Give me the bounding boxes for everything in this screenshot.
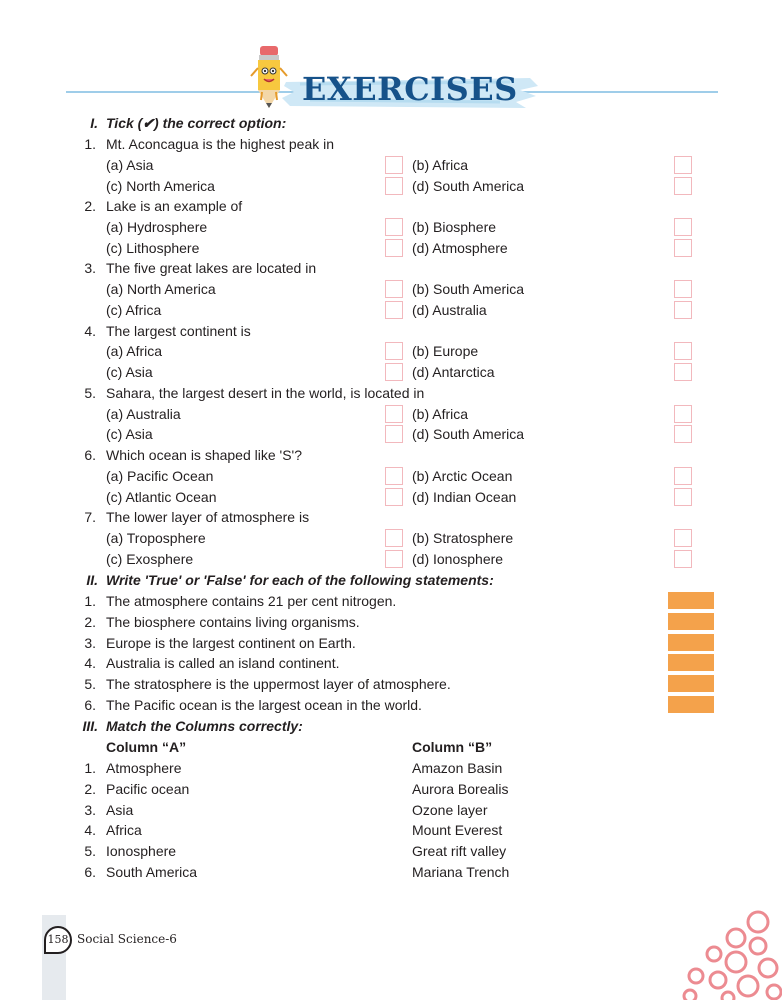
- answer-checkbox[interactable]: [385, 156, 403, 174]
- option-label: (a) North America: [106, 281, 216, 298]
- match-number: 5.: [84, 843, 96, 860]
- statement-text: Europe is the largest continent on Earth.: [106, 634, 356, 651]
- section-1-number: I.: [90, 115, 98, 131]
- question-row: [0, 196, 782, 216]
- match-number: 2.: [84, 780, 96, 797]
- answer-checkbox[interactable]: [674, 301, 692, 319]
- answer-checkbox[interactable]: [385, 425, 403, 443]
- true-false-answer-box[interactable]: [668, 613, 714, 630]
- option-label: (d) South America: [412, 177, 525, 194]
- answer-checkbox[interactable]: [385, 488, 403, 506]
- match-number: 6.: [84, 864, 96, 880]
- answer-checkbox[interactable]: [385, 529, 403, 547]
- option-label: (b) Europe: [412, 343, 479, 360]
- answer-checkbox[interactable]: [674, 550, 692, 568]
- answer-checkbox[interactable]: [385, 405, 403, 423]
- column-a-item: South America: [106, 864, 198, 880]
- option-label: (b) Africa: [412, 405, 469, 422]
- answer-checkbox[interactable]: [385, 218, 403, 236]
- answer-checkbox[interactable]: [674, 177, 692, 195]
- question-text: The five great lakes are located in: [106, 260, 317, 277]
- statement-number: 4.: [84, 655, 96, 672]
- page-title: EXERCISES: [302, 70, 518, 108]
- true-false-answer-box[interactable]: [668, 634, 714, 651]
- option-label: (a) Troposphere: [106, 529, 206, 546]
- column-b-item: Amazon Basin: [412, 760, 503, 776]
- option-label: (a) Pacific Ocean: [106, 467, 214, 484]
- column-a-item: Atmosphere: [106, 760, 182, 776]
- column-b-item: Mariana Trench: [412, 864, 510, 880]
- true-false-answer-box[interactable]: [668, 696, 714, 713]
- statement-number: 6.: [84, 697, 96, 713]
- option-label: (d) Australia: [412, 301, 487, 318]
- statement-number: 1.: [84, 593, 96, 609]
- question-number: 7.: [84, 509, 96, 526]
- statement-number: 3.: [84, 634, 96, 651]
- question-number: 6.: [84, 447, 96, 463]
- statement-row: [0, 653, 782, 673]
- question-number: 4.: [84, 322, 96, 339]
- section-2-title: Write 'True' or 'False' for each of the following statements:: [106, 572, 494, 588]
- answer-checkbox[interactable]: [385, 550, 403, 568]
- column-a-heading: Column “A”: [106, 739, 187, 755]
- option-label: (b) South America: [412, 281, 525, 298]
- question-text: Which ocean is shaped like 'S'?: [106, 447, 303, 463]
- column-b-item: Mount Everest: [412, 822, 503, 839]
- option-label: (d) Antarctica: [412, 364, 495, 381]
- answer-checkbox[interactable]: [674, 156, 692, 174]
- question-row: [0, 507, 782, 527]
- statement-row: [0, 695, 782, 715]
- true-false-answer-box[interactable]: [668, 675, 714, 692]
- question-text: Sahara, the largest desert in the world, is located in: [106, 384, 425, 401]
- option-label: (d) Ionosphere: [412, 550, 504, 567]
- pencil-mascot-icon: [248, 44, 290, 112]
- answer-checkbox[interactable]: [674, 218, 692, 236]
- statement-row: [0, 591, 782, 611]
- answer-checkbox[interactable]: [674, 280, 692, 298]
- true-false-answer-box[interactable]: [668, 654, 714, 671]
- question-number: 2.: [84, 198, 96, 215]
- option-label: (c) Asia: [106, 426, 153, 443]
- answer-checkbox[interactable]: [385, 177, 403, 195]
- statement-row: [0, 633, 782, 653]
- option-label: (b) Arctic Ocean: [412, 467, 513, 484]
- option-label: (c) North America: [106, 177, 215, 194]
- option-label: (a) Asia: [106, 156, 154, 173]
- column-a-item: Asia: [106, 801, 134, 818]
- match-number: 3.: [84, 801, 96, 818]
- option-label: (c) Asia: [106, 364, 153, 381]
- question-row: [0, 383, 782, 403]
- true-false-answer-box[interactable]: [668, 592, 714, 609]
- option-label: (a) Africa: [106, 343, 163, 360]
- column-b-heading: Column “B”: [412, 739, 493, 755]
- question-row: [0, 258, 782, 278]
- decorative-circles: [676, 906, 782, 1000]
- option-label: (a) Hydrosphere: [106, 218, 208, 235]
- answer-checkbox[interactable]: [674, 363, 692, 381]
- page-number-badge: 158: [44, 926, 72, 954]
- statement-row: [0, 612, 782, 632]
- option-label: (c) Atlantic Ocean: [106, 488, 217, 505]
- match-row: [0, 841, 782, 861]
- column-b-item: Ozone layer: [412, 801, 488, 818]
- match-number: 4.: [84, 822, 96, 839]
- section-1-title: Tick (✔) the correct option:: [106, 115, 287, 131]
- answer-checkbox[interactable]: [674, 488, 692, 506]
- column-b-item: Great rift valley: [412, 843, 507, 860]
- question-row: [0, 321, 782, 341]
- statement-text: The Pacific ocean is the largest ocean in the world.: [106, 697, 422, 713]
- statement-row: [0, 674, 782, 694]
- answer-checkbox[interactable]: [385, 301, 403, 319]
- statement-number: 2.: [84, 613, 96, 630]
- answer-checkbox[interactable]: [385, 280, 403, 298]
- option-label: (b) Biosphere: [412, 218, 497, 235]
- option-label: (b) Stratosphere: [412, 529, 514, 546]
- question-text: The lower layer of atmosphere is: [106, 509, 310, 526]
- book-title: Social Science-6: [77, 932, 177, 946]
- option-label: (c) Africa: [106, 301, 162, 318]
- answer-checkbox[interactable]: [674, 529, 692, 547]
- match-row: [0, 758, 782, 778]
- option-label: (c) Lithosphere: [106, 239, 200, 256]
- answer-checkbox[interactable]: [674, 342, 692, 360]
- answer-checkbox[interactable]: [674, 425, 692, 443]
- statement-number: 5.: [84, 676, 96, 693]
- question-number: 1.: [84, 136, 96, 152]
- statement-text: Australia is called an island continent.: [106, 655, 340, 672]
- section-2-number: II.: [86, 572, 98, 588]
- question-text: The largest continent is: [106, 322, 251, 339]
- option-label: (c) Exosphere: [106, 550, 194, 567]
- match-row: [0, 800, 782, 820]
- answer-checkbox[interactable]: [385, 239, 403, 257]
- option-label: (d) Indian Ocean: [412, 488, 517, 505]
- answer-checkbox[interactable]: [385, 363, 403, 381]
- answer-checkbox[interactable]: [674, 239, 692, 257]
- option-label: (a) Australia: [106, 405, 181, 422]
- answer-checkbox[interactable]: [385, 467, 403, 485]
- answer-checkbox[interactable]: [674, 467, 692, 485]
- match-row: [0, 779, 782, 799]
- match-number: 1.: [84, 760, 96, 776]
- statement-text: The atmosphere contains 21 per cent nitrogen.: [106, 593, 397, 609]
- answer-checkbox[interactable]: [385, 342, 403, 360]
- match-row: [0, 862, 782, 882]
- column-a-item: Ionosphere: [106, 843, 177, 860]
- statement-text: The stratosphere is the uppermost layer of atmosphere.: [106, 676, 451, 693]
- question-row: [0, 134, 782, 154]
- option-label: (d) South America: [412, 426, 525, 443]
- option-label: (d) Atmosphere: [412, 239, 508, 256]
- statement-text: The biosphere contains living organisms.: [106, 613, 360, 630]
- question-number: 5.: [84, 384, 96, 401]
- section-3-title: Match the Columns correctly:: [106, 718, 303, 734]
- column-a-item: Pacific ocean: [106, 780, 190, 797]
- question-text: Mt. Aconcagua is the highest peak in: [106, 136, 335, 152]
- section-3-number: III.: [82, 718, 98, 734]
- option-label: (b) Africa: [412, 156, 469, 173]
- match-row: [0, 820, 782, 840]
- answer-checkbox[interactable]: [674, 405, 692, 423]
- column-a-item: Africa: [106, 822, 142, 839]
- column-b-item: Aurora Borealis: [412, 780, 509, 797]
- question-text: Lake is an example of: [106, 198, 243, 215]
- question-number: 3.: [84, 260, 96, 277]
- question-row: [0, 445, 782, 465]
